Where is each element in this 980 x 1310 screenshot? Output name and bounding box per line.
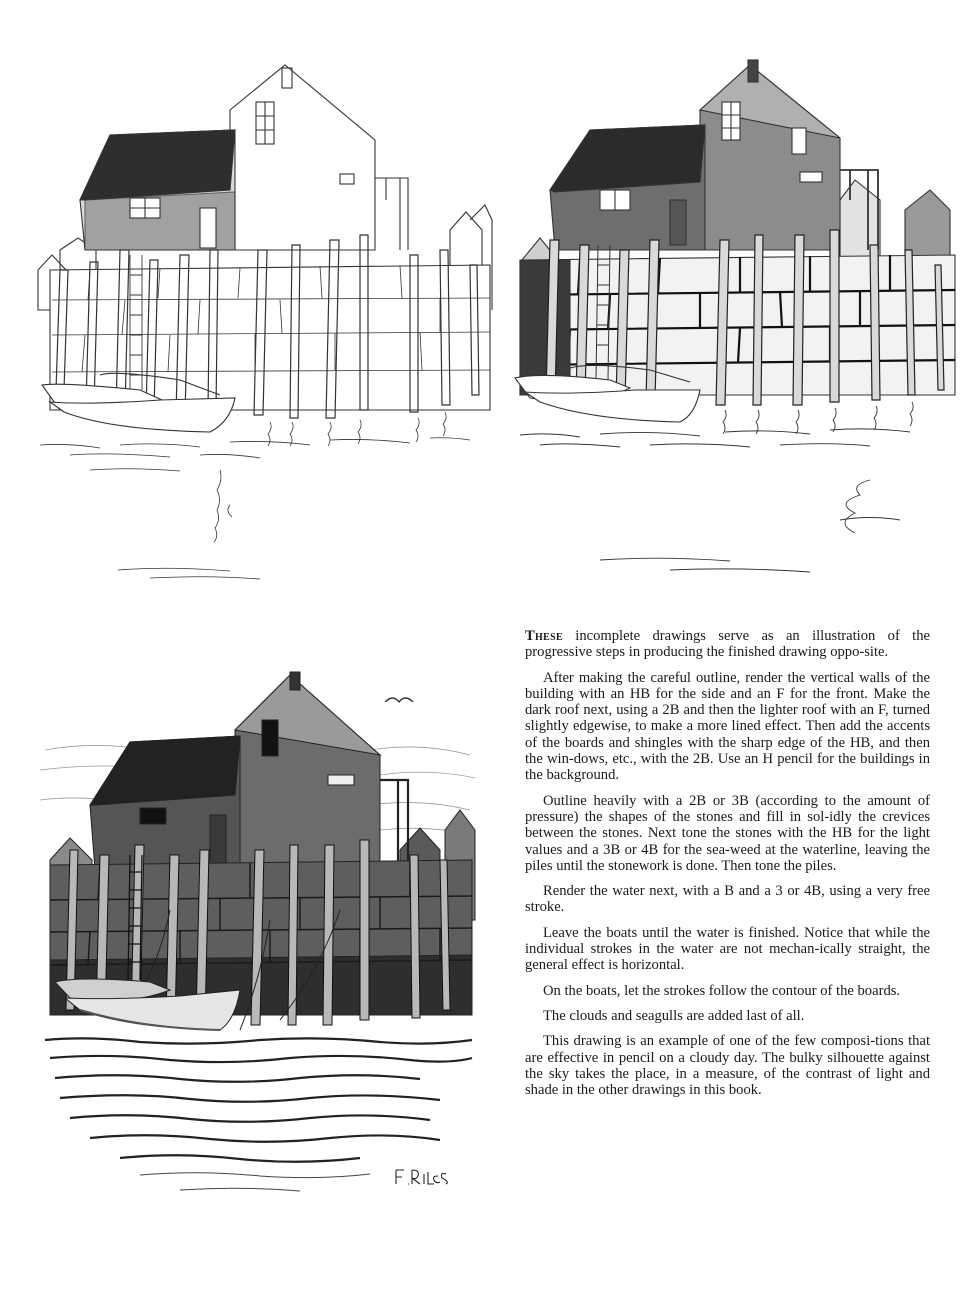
paragraph-water: Render the water next, with a B and a 3 or 4B, using a very free stroke. [525, 883, 930, 916]
paragraph-clouds: The clouds and seagulls are added last of all. [543, 1007, 805, 1024]
instruction-text-column [525, 628, 930, 1107]
outline-stage-drawing [30, 50, 500, 595]
paragraph-stones: Outline heavily with a 2B or 3B (according to the amount of pressure) the shapes of the stones and fill in sol-idly the crevices between the stones. Next tone the stones with the HB for the light values and a 3B or 4B for the sea-weed at the waterline, leaving the piles until the stonework is done. Then tone the piles. [525, 792, 930, 874]
paragraph-boats-water: Leave the boats until the water is finished. Notice that while the individual strokes in the water are not mechan-ically straight, the general effect is horizontal. [525, 924, 930, 974]
paragraph-intro [525, 628, 930, 661]
finished-drawing [40, 660, 480, 1230]
lead-word: These [525, 628, 563, 644]
intro-rest: incomplete drawings serve as an illustration of the progressive steps in producing the finished drawing oppo-site. [525, 628, 930, 661]
partial-tone-stage-drawing [510, 50, 965, 595]
paragraph-walls-roof: After making the careful outline, render the vertical walls of the building with an HB for the side and an F for the front. Make the dark roof next, using a 2B and then the lighter roof with an F, turned slightly edgewise, to make a more lined effect. Then add the accents of the boards and shingles with the sharp edge of the HB, and then the win-dows, etc., with the 2B. Use an H pencil for the buildings in the background. [525, 669, 930, 784]
paragraph-boat-strokes: On the boats, let the strokes follow the contour of the boards. [543, 982, 901, 999]
paragraph-cloudy-day: This drawing is an example of one of the few composi-tions that are effective in pencil on a cloudy day. The bulky silhouette against the sky takes the place, in a measure, of the contrast of light and shade in the other drawings in this book. [525, 1033, 930, 1099]
